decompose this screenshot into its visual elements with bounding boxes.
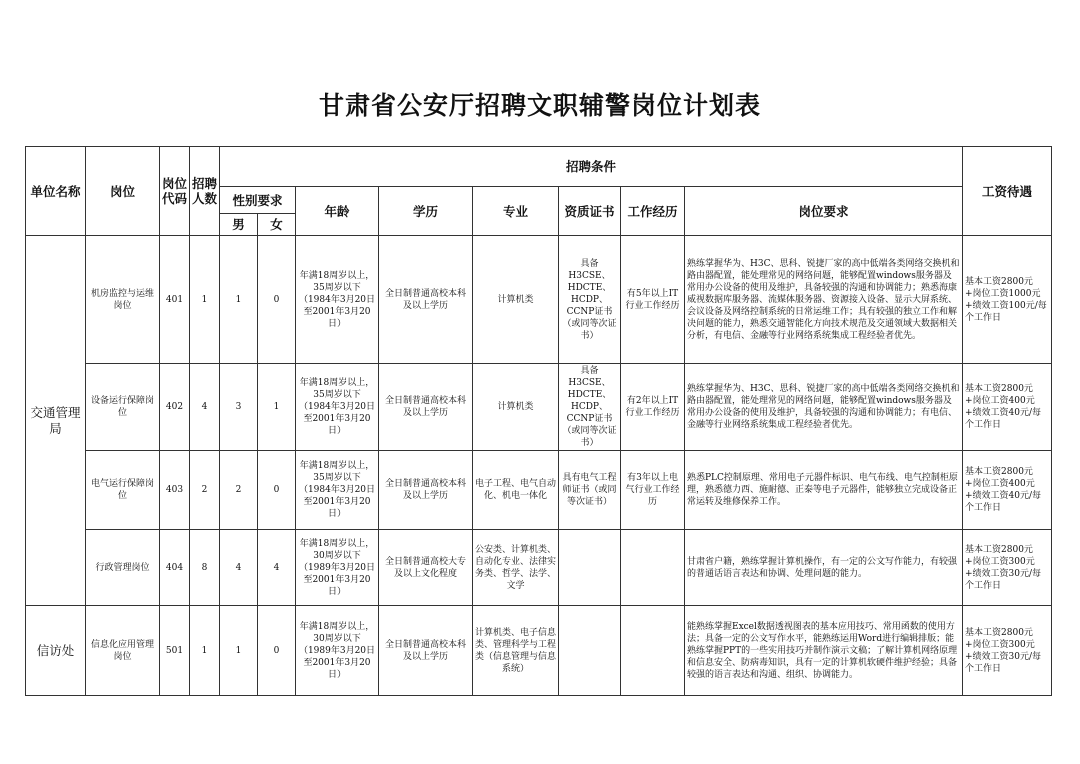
certificate-cell: 具有电气工程师证书（或同等次证书） (559, 451, 621, 530)
position-cell: 电气运行保障岗位 (86, 451, 160, 530)
count-cell: 2 (190, 451, 220, 530)
major-cell: 公安类、计算机类、自动化专业、法律实务类、哲学、法学、文学 (473, 530, 559, 606)
header-requirement: 岗位要求 (685, 187, 963, 236)
requirement-cell: 能熟练掌握Excel数据透视图表的基本应用技巧、常用函数的使用方法；具备一定的公文写作水平，能熟练运用Word进行编辑排版；能熟练掌握PPT的一些实用技巧并制作演示文稿；了解计算机网络原理和信息安全、防病毒知识，具有一定的计算机软硬件维护经验；具备较强的语言表达和沟通、组织、协调能力。 (685, 606, 963, 696)
table-row (26, 530, 1052, 606)
header-gender: 性别要求 (220, 187, 296, 214)
requirement-cell: 熟练掌握华为、H3C、思科、锐捷厂家的高中低端各类网络交换机和路由器配置，能处理常见的网络问题，能够配置windows服务器及常用办公设备的使用及维护，具备较强的沟通和协调能力；有电信、金融等行业网络系统集成工程经验者优先。 (685, 364, 963, 451)
count-cell: 4 (190, 364, 220, 451)
header-major: 专业 (473, 187, 559, 236)
major-cell: 计算机类、电子信息类、管理科学与工程类（信息管理与信息系统） (473, 606, 559, 696)
salary-cell: 基本工资2800元+岗位工资1000元+绩效工资100元/每个工作日 (963, 236, 1052, 364)
male-cell: 1 (220, 606, 258, 696)
header-salary: 工资待遇 (963, 147, 1052, 236)
count-cell: 1 (190, 606, 220, 696)
table-row (26, 606, 1052, 696)
experience-cell: 有5年以上IT行业工作经历 (621, 236, 685, 364)
position-cell: 机房监控与运维岗位 (86, 236, 160, 364)
female-cell: 0 (258, 606, 296, 696)
header-education: 学历 (379, 187, 473, 236)
male-cell: 1 (220, 236, 258, 364)
education-cell: 全日制普通高校大专及以上文化程度 (379, 530, 473, 606)
experience-cell: 有2年以上IT行业工作经历 (621, 364, 685, 451)
salary-cell: 基本工资2800元+岗位工资300元+绩效工资30元/每个工作日 (963, 606, 1052, 696)
position-cell: 行政管理岗位 (86, 530, 160, 606)
male-cell: 3 (220, 364, 258, 451)
certificate-cell: 具备H3CSE、HDCTE、HCDP、CCNP证书（或同等次证书） (559, 364, 621, 451)
experience-cell (621, 606, 685, 696)
age-cell: 年满18周岁以上，30周岁以下（1989年3月20日至2001年3月20日） (296, 606, 379, 696)
header-male: 男 (220, 214, 258, 236)
unit-name-cell: 交通管理局 (26, 236, 86, 606)
age-cell: 年满18周岁以上，30周岁以下（1989年3月20日至2001年3月20日） (296, 530, 379, 606)
position-cell: 信息化应用管理岗位 (86, 606, 160, 696)
table-row (26, 364, 1052, 451)
male-cell: 4 (220, 530, 258, 606)
salary-cell: 基本工资2800元+岗位工资400元+绩效工资40元/每个工作日 (963, 451, 1052, 530)
salary-cell: 基本工资2800元+岗位工资300元+绩效工资30元/每个工作日 (963, 530, 1052, 606)
header-unit: 单位名称 (26, 147, 86, 236)
major-cell: 电子工程、电气自动化、机电一体化 (473, 451, 559, 530)
certificate-cell (559, 606, 621, 696)
male-cell: 2 (220, 451, 258, 530)
major-cell: 计算机类 (473, 364, 559, 451)
header-position: 岗位 (86, 147, 160, 236)
female-cell: 1 (258, 364, 296, 451)
count-cell: 8 (190, 530, 220, 606)
code-cell: 501 (160, 606, 190, 696)
page-title: 甘肃省公安厅招聘文职辅警岗位计划表 (318, 91, 761, 120)
code-cell: 403 (160, 451, 190, 530)
code-cell: 402 (160, 364, 190, 451)
certificate-cell: 具备H3CSE、HDCTE、HCDP、CCNP证书（或同等次证书） (559, 236, 621, 364)
table-header-row (26, 147, 1052, 187)
education-cell: 全日制普通高校本科及以上学历 (379, 606, 473, 696)
requirement-cell: 熟悉PLC控制原理、常用电子元器件标识、电气布线、电气控制柜原理，熟悉德力西、施耐德、正泰等电子元器件，能够独立完成设备正常运转及维修保养工作。 (685, 451, 963, 530)
header-age: 年龄 (296, 187, 379, 236)
age-cell: 年满18周岁以上，35周岁以下（1984年3月20日至2001年3月20日） (296, 451, 379, 530)
certificate-cell (559, 530, 621, 606)
experience-cell (621, 530, 685, 606)
header-count: 招聘人数 (190, 147, 220, 236)
major-cell: 计算机类 (473, 236, 559, 364)
recruitment-plan-table (25, 146, 1052, 696)
position-cell: 设备运行保障岗位 (86, 364, 160, 451)
salary-cell: 基本工资2800元+岗位工资400元+绩效工资40元/每个工作日 (963, 364, 1052, 451)
header-experience: 工作经历 (621, 187, 685, 236)
experience-cell: 有3年以上电气行业工作经历 (621, 451, 685, 530)
female-cell: 4 (258, 530, 296, 606)
unit-name-cell: 信访处 (26, 606, 86, 696)
header-code: 岗位代码 (160, 147, 190, 236)
age-cell: 年满18周岁以上，35周岁以下（1984年3月20日至2001年3月20日） (296, 236, 379, 364)
code-cell: 401 (160, 236, 190, 364)
header-female: 女 (258, 214, 296, 236)
education-cell: 全日制普通高校本科及以上学历 (379, 364, 473, 451)
header-conditions: 招聘条件 (220, 147, 963, 187)
requirement-cell: 甘肃省户籍，熟练掌握计算机操作，有一定的公文写作能力，有较强的普通话语言表达和协调、处理问题的能力。 (685, 530, 963, 606)
requirement-cell: 熟练掌握华为、H3C、思科、锐捷厂家的高中低端各类网络交换机和路由器配置，能处理常见的网络问题，能够配置windows服务器及常用办公设备的使用及维护，具备较强的沟通和协调能力；熟悉海康威视数据库服务器、流媒体服务器、资源接入设备、显示大屏系统、会议设备及网络控制系统的日常运维工作；具有较强的独立工作和解决问题的能力，熟悉交通智能化方向技术规范及交通领域大数据相关分析，有电信、金融等行业网络系统集成工程经验者优先。 (685, 236, 963, 364)
code-cell: 404 (160, 530, 190, 606)
female-cell: 0 (258, 236, 296, 364)
education-cell: 全日制普通高校本科及以上学历 (379, 451, 473, 530)
education-cell: 全日制普通高校本科及以上学历 (379, 236, 473, 364)
age-cell: 年满18周岁以上，35周岁以下（1984年3月20日至2001年3月20日） (296, 364, 379, 451)
female-cell: 0 (258, 451, 296, 530)
table-row (26, 236, 1052, 364)
count-cell: 1 (190, 236, 220, 364)
table-row (26, 451, 1052, 530)
header-certificate: 资质证书 (559, 187, 621, 236)
